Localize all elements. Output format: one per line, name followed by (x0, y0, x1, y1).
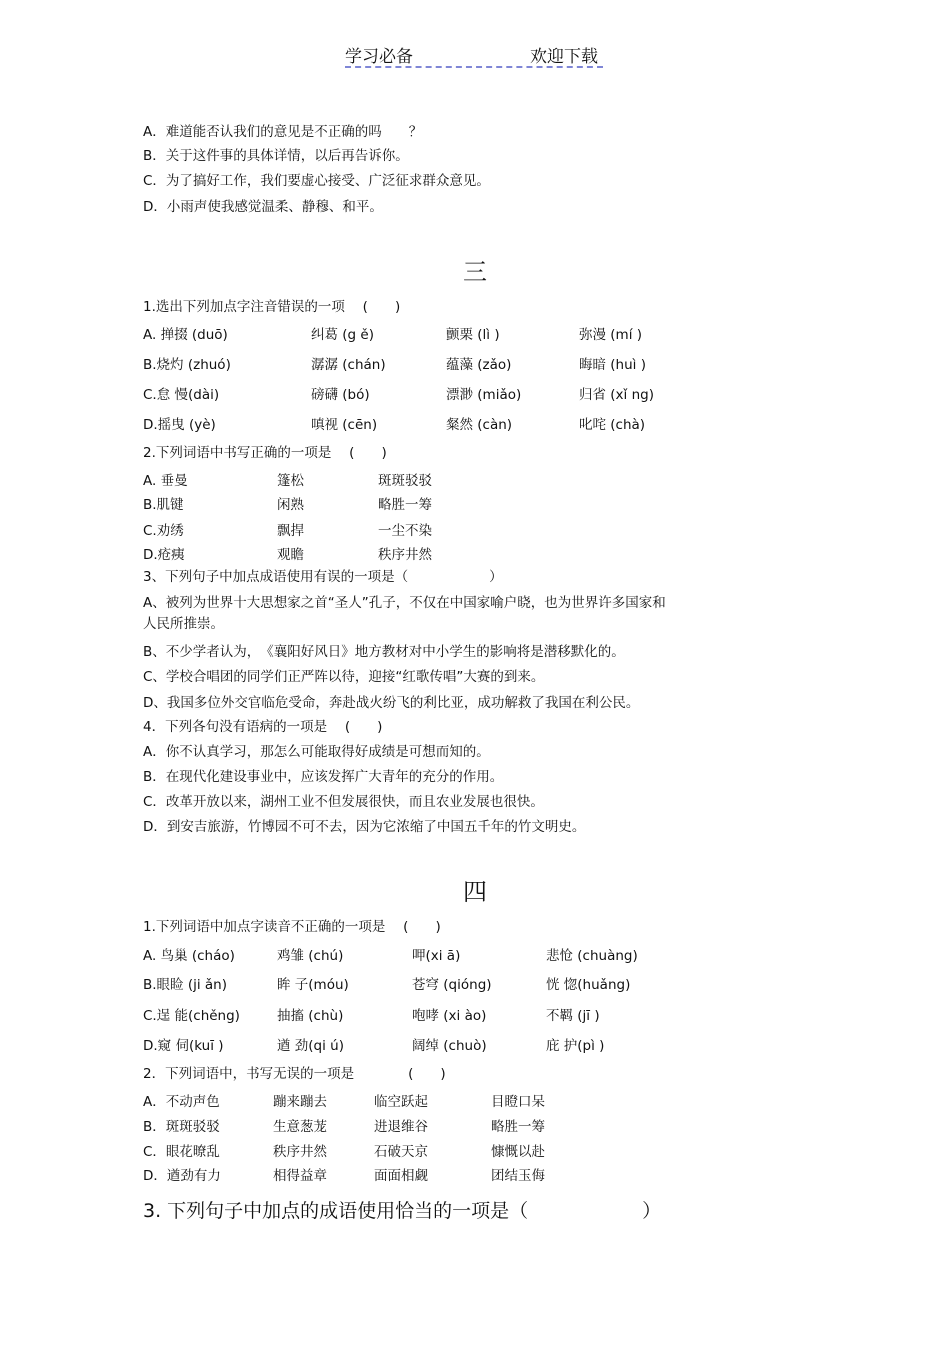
cell: 粲然 (càn) (446, 417, 513, 433)
s3-q2-stem: 2.下列词语中书写正确的一项是 ( ) (143, 445, 387, 461)
s4-q3-stem: 3. 下列句子中加点的成语使用恰当的一项是（ ） (143, 1200, 662, 1222)
cell: 阔绰 (chuò) (412, 1038, 487, 1054)
cell: 团结玉侮 (491, 1168, 545, 1184)
header-right: 欢迎下载 (530, 47, 598, 67)
cell: 遒 劲(qi ú) (277, 1038, 344, 1054)
cell: 漂渺 (miǎo) (446, 387, 522, 403)
s3-q4-opt-d: D．到安吉旅游，竹博园不可不去，因为它浓缩了中国五千年的竹文明史。 (143, 819, 586, 835)
cell: 叱咤 (chà) (579, 417, 646, 433)
cell: 呷(xi ā) (412, 948, 461, 964)
cell: 进退维谷 (374, 1119, 428, 1135)
cell: 不羁 (jī ) (546, 1008, 600, 1024)
cell: 飘捍 (277, 523, 304, 539)
cell: 眸 子(móu) (277, 977, 349, 993)
cell: 生意葱茏 (273, 1119, 327, 1135)
cell: 恍 惚(huǎng) (546, 977, 631, 993)
cell: D.疮痍 (143, 547, 185, 563)
s3-q4-opt-b: B．在现代化建设事业中，应该发挥广大青年的充分的作用。 (143, 769, 504, 785)
cell: 一尘不染 (378, 523, 432, 539)
cell: 秩序井然 (378, 547, 432, 563)
cell: 潺潺 (chán) (311, 357, 386, 373)
s3-q3-opt-b: B、不少学者认为， 《襄阳好风日》地方教材对中小学生的影响将是潜移默化的。 (143, 644, 625, 660)
cell: C.怠 慢(dài) (143, 387, 220, 403)
cell: 庇 护(pì ) (546, 1038, 605, 1054)
cell: C．眼花暸乱 (143, 1144, 220, 1160)
cell: 石破天京 (374, 1144, 428, 1160)
cell: B．斑斑驳驳 (143, 1119, 220, 1135)
cell: 苍穹 (qióng) (412, 977, 492, 993)
cell: 嗔视 (cēn) (311, 417, 378, 433)
cell: 弥漫 (mí ) (579, 327, 643, 343)
cell: B.肌键 (143, 497, 184, 513)
cell: A. 垂曼 (143, 473, 188, 489)
cell: 蹦来蹦去 (273, 1094, 327, 1110)
s3-q3-stem: 3、下列句子中加点成语使用有误的一项是（ ） (143, 569, 503, 585)
cell: 蕴藻 (zǎo) (446, 357, 512, 373)
cell: 慷慨以赴 (491, 1144, 545, 1160)
cell: 颤栗 (lì ) (446, 327, 500, 343)
cell: 略胜一筹 (378, 497, 432, 513)
option-c: C．为了搞好工作，我们要虚心接受、广泛征求群众意见。 (143, 173, 490, 189)
cell: 闲熟 (277, 497, 304, 513)
s3-q3-opt-d: D、我国多位外交官临危受命，奔赴战火纷飞的利比亚，成功解救了我国在利公民。 (143, 695, 640, 711)
cell: 秩序井然 (273, 1144, 327, 1160)
page-header (345, 40, 603, 68)
s3-q3-opt-a-cont: 人民所推崇。 (143, 616, 224, 632)
cell: 归省 (xǐ ng) (579, 387, 654, 403)
cell: 抽搐 (chù) (277, 1008, 344, 1024)
cell: 篷松 (277, 473, 304, 489)
cell: D．遒劲有力 (143, 1168, 221, 1184)
cell: 斑斑驳驳 (378, 473, 432, 489)
cell: 鸡雏 (chú) (277, 948, 344, 964)
option-d: D．小雨声使我感觉温柔、静穆、和平。 (143, 199, 383, 215)
cell: D.摇曳 (yè) (143, 417, 216, 433)
s3-q3-opt-c: C、学校合唱团的同学们正严阵以待，迎接“红歌传唱”大赛的到来。 (143, 669, 545, 685)
s3-q4-opt-c: C．改革开放以来，湖州工业不但发展很快，而且农业发展也很快。 (143, 794, 544, 810)
cell: 相得益章 (273, 1168, 327, 1184)
section-4-title: 四 (463, 878, 487, 906)
cell: 晦暗 (huì ) (579, 357, 646, 373)
cell: 咆哮 (xi ào) (412, 1008, 487, 1024)
s3-q4-opt-a: A．你不认真学习，那怎么可能取得好成绩是可想而知的。 (143, 744, 490, 760)
cell: 纠葛 (g ě) (311, 327, 374, 343)
cell: 面面相觑 (374, 1168, 428, 1184)
cell: A．不动声色 (143, 1094, 220, 1110)
s3-q4-stem: 4．下列各句没有语病的一项是 ( ) (143, 719, 383, 735)
cell: B.烧灼 (zhuó) (143, 357, 231, 373)
cell: 悲怆 (chuàng) (546, 948, 638, 964)
option-b: B．关于这件事的具体详情，以后再告诉你。 (143, 148, 409, 164)
section-3-title: 三 (463, 258, 487, 286)
cell: C.劝绣 (143, 523, 184, 539)
s3-q1-stem: 1.选出下列加点字注音错误的一项 ( ) (143, 299, 401, 315)
cell: 略胜一筹 (491, 1119, 545, 1135)
s3-q3-opt-a: A、被列为世界十大思想家之首“圣人”孔子，不仅在中国家喻户晓，也为世界许多国家和 (143, 595, 666, 611)
cell: A. 鸟巢 (cháo) (143, 948, 235, 964)
s4-q1-stem: 1.下列词语中加点字读音不正确的一项是 ( ) (143, 919, 441, 935)
s4-q2-stem: 2．下列词语中，书写无误的一项是 ( ) (143, 1066, 446, 1082)
cell: 观瞻 (277, 547, 304, 563)
cell: B.眼睑 (ji ǎn) (143, 977, 227, 993)
cell: 目瞪口呆 (491, 1094, 545, 1110)
cell: A. 掸掇 (duō) (143, 327, 228, 343)
cell: C.逞 能(chěng) (143, 1008, 240, 1024)
cell: D.窥 伺(kuī ) (143, 1038, 224, 1054)
header-left: 学习必备 (345, 47, 413, 67)
cell: 磅礴 (bó) (311, 387, 370, 403)
option-a: A．难道能否认我们的意见是不正确的吗 ？ (143, 124, 423, 140)
cell: 临空跃起 (374, 1094, 428, 1110)
